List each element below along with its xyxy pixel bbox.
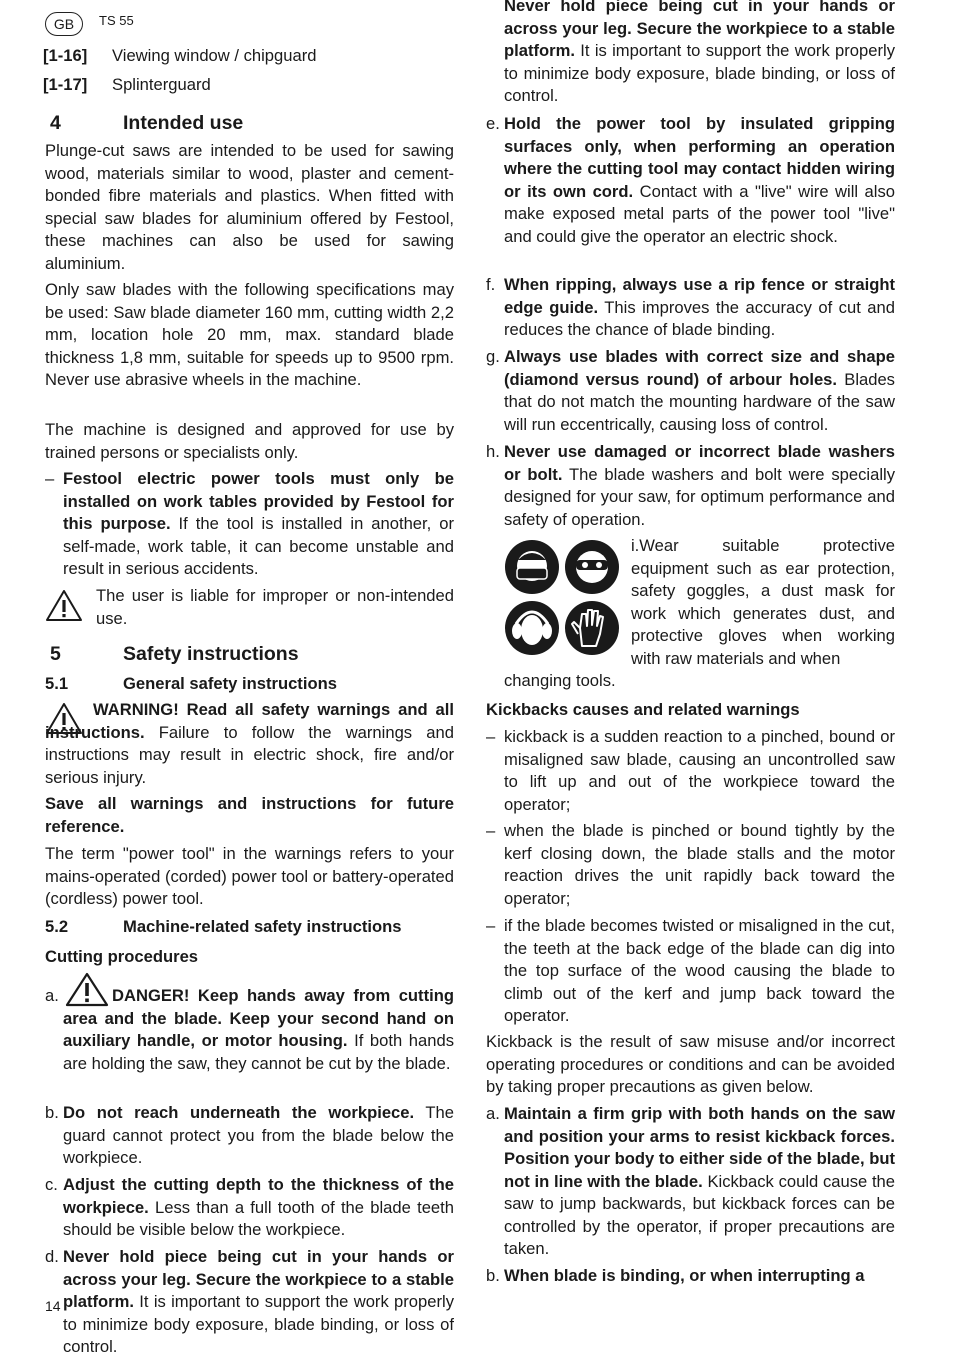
ear-protection-icon bbox=[505, 601, 559, 655]
section-5-2-heading bbox=[45, 916, 401, 939]
save-instructions: Save all warnings and instructions for future reference. bbox=[45, 794, 454, 836]
bullet-dash: – bbox=[486, 821, 496, 840]
section-5-1-heading bbox=[45, 673, 337, 696]
item-text: The blade washers and bolt were specially designed for your saw, for optimum performance and safety of operation. bbox=[504, 464, 895, 529]
kickback-item-a bbox=[486, 1103, 895, 1261]
liability-note: The user is liable for improper or non-intended use. bbox=[96, 586, 454, 628]
part-ref: [1-17] bbox=[43, 75, 88, 94]
item-lead: Never hold piece being cut in your hands or across your leg. Secure the workpiece to a stable platform. bbox=[504, 0, 895, 60]
festool-table-bullet bbox=[45, 468, 454, 581]
item-mark: a. bbox=[45, 986, 59, 1005]
item-lead: Never use damaged or incorrect blade washers or bolt. bbox=[504, 442, 895, 484]
safety-goggles-icon bbox=[565, 540, 619, 594]
section-number: 5 bbox=[50, 643, 61, 665]
section-number: 4 bbox=[50, 112, 61, 134]
item-lead: When blade is binding, or when interrupting a bbox=[504, 1266, 865, 1285]
section-4-heading bbox=[50, 112, 243, 135]
ppe-text-last bbox=[504, 670, 895, 693]
intended-use-paragraph: Plunge-cut saws are intended to be used for sawing wood, materials similar to wood, plaster and cement-bonded fibre materials and plastics. When fitted with special saw blades for aluminium offered by Festool, these machines can also be used for sawing aluminium. bbox=[45, 141, 454, 273]
bullet-dash: – bbox=[486, 916, 496, 935]
section-number: 5.1 bbox=[45, 674, 69, 693]
part-label: Splinterguard bbox=[112, 75, 211, 94]
section-title: General safety instructions bbox=[123, 674, 337, 693]
item-text: This improves the accuracy of cut and reduces the chance of blade binding. bbox=[504, 297, 895, 339]
cut-item-f bbox=[486, 274, 895, 342]
blade-spec-paragraph: Only saw blades with the following specifications may be used: Saw blade diameter 160 mm, cutting width 2,2 mm, location hole 20 mm, max. standard blade thickness 1,8 mm, suitable for speeds up to 9500 rpm. Never use abrasive wheels in the machine. bbox=[45, 280, 454, 389]
warning-lead: WARNING! Read all safety warnings and all instructions. bbox=[45, 700, 454, 742]
page-number: 14 bbox=[45, 1298, 61, 1314]
ppe-icons bbox=[504, 538, 624, 665]
item-lead: Never hold piece being cut in your hands or across your leg. Secure the workpiece to a stable platform. bbox=[63, 1247, 454, 1311]
part-row bbox=[43, 74, 463, 97]
kickback-bullet bbox=[486, 726, 895, 816]
kickback-bullet bbox=[486, 915, 895, 1028]
item-mark: g. bbox=[486, 347, 500, 366]
item-lead: Do not reach underneath the workpiece. bbox=[63, 1103, 415, 1122]
ppe-text-first bbox=[631, 535, 895, 670]
section-title: Machine-related safety instructions bbox=[123, 917, 402, 936]
cut-item-h bbox=[486, 441, 895, 531]
bullet-text: when the blade is pinched or bound tightly by the kerf closing down, the blade stalls and the motor reaction drives the unit rapidly back toward the operator; bbox=[504, 821, 895, 908]
item-lead: When ripping, always use a rip fence or straight edge guide. bbox=[504, 275, 895, 317]
item-text: Blades that do not match the mounting hardware of the saw will run eccentrically, causing loss of control. bbox=[504, 369, 895, 434]
kickback-heading: Kickbacks causes and related warnings bbox=[486, 700, 800, 719]
protective-gloves-icon bbox=[565, 601, 619, 655]
kickback-summary: Kickback is the result of saw misuse and/or incorrect operating procedures or conditions and can be avoided by taking proper precautions as given below. bbox=[486, 1032, 895, 1096]
warning-icon bbox=[45, 589, 83, 630]
item-mark: b. bbox=[486, 1266, 500, 1285]
bullet-dash: – bbox=[45, 469, 55, 488]
item-mark: d. bbox=[45, 1247, 59, 1266]
item-mark: e. bbox=[486, 114, 500, 133]
item-text: Less than a full tooth of the blade teeth should be visible below the workpiece. bbox=[63, 1197, 454, 1239]
ppe-text-tail: changing tools. bbox=[504, 671, 616, 690]
bullet-lead: Festool electric power tools must only be installed on work tables provided by Festool for this purpose. bbox=[63, 469, 454, 533]
cut-item-a bbox=[45, 985, 454, 1075]
item-lead: Maintain a firm grip with both hands on the saw and position your arms to resist kickback forces. Position your body to either side of the blade, but not in line with the blade. bbox=[504, 1104, 895, 1191]
item-text: It is important to support the work properly to minimize body exposure, blade binding, or loss of control. bbox=[63, 1292, 454, 1356]
cut-item-e bbox=[486, 113, 895, 248]
item-lead: Hold the power tool by insulated gripping surfaces only, when performing an operation where the cutting tool may contact hidden wiring or its own cord. bbox=[504, 114, 895, 201]
item-text: If both hands are holding the saw, they cannot be cut by the blade. bbox=[63, 1031, 455, 1073]
item-text: It is important to support the work properly to minimize body exposure, blade binding, or loss of control. bbox=[504, 41, 895, 105]
warning-text: Failure to follow the warnings and instructions may result in electric shock, fire and/or serious injury. bbox=[45, 722, 454, 787]
part-ref: [1-16] bbox=[43, 46, 88, 65]
section-title: Intended use bbox=[123, 112, 244, 134]
item-text: Kickback could cause the saw to jump backwards, but kickback forces can be controlled by the operator, if proper precautions are taken. bbox=[504, 1171, 896, 1258]
cut-item-c bbox=[45, 1174, 454, 1242]
section-number: 5.2 bbox=[45, 917, 69, 936]
item-text: The guard cannot protect you from the blade below the workpiece. bbox=[63, 1103, 455, 1167]
item-text: Contact with a "live" wire will also make exposed metal parts of the power tool "live" and could give the operator an electric shock. bbox=[504, 181, 895, 246]
general-warning-paragraph bbox=[45, 699, 454, 789]
item-mark: f. bbox=[486, 275, 496, 294]
bullet-dash: – bbox=[486, 727, 496, 746]
item-mark: b. bbox=[45, 1103, 59, 1122]
part-row bbox=[43, 45, 463, 68]
section-5-heading bbox=[50, 643, 299, 666]
cut-item-b bbox=[45, 1102, 454, 1170]
language-badge: GB bbox=[45, 12, 83, 36]
trained-persons-paragraph: The machine is designed and approved for use by trained persons or specialists only. bbox=[45, 420, 454, 462]
section-title: Safety instructions bbox=[123, 643, 299, 665]
cut-item-d-continued bbox=[486, 0, 895, 108]
item-mark: a. bbox=[486, 1104, 500, 1123]
item-lead: Adjust the cutting depth to the thickness of the workpiece. bbox=[63, 1175, 454, 1217]
bullet-text: If the tool is installed in another, or self-made, work table, it can become unstable and result in serious accidents. bbox=[63, 514, 454, 578]
bullet-text: kickback is a sudden reaction to a pinched, bound or misaligned saw blade, causing an uncontrolled saw to lift up and out of the workpiece toward the operator; bbox=[504, 727, 895, 814]
dust-mask-icon bbox=[505, 540, 559, 594]
cutting-procedures-heading: Cutting procedures bbox=[45, 947, 199, 966]
ppe-text: i.Wear suitable protective equipment such as ear protection, safety goggles, a dust mask for work which generates dust, and protective gloves when working with raw materials and when bbox=[631, 536, 895, 668]
model-label: TS 55 bbox=[99, 13, 134, 28]
kickback-bullet bbox=[486, 820, 895, 910]
item-mark: h. bbox=[486, 442, 500, 461]
item-lead: DANGER! Keep hands away from cutting area and the blade. Keep your second hand on auxiliary handle, or motor housing. bbox=[63, 986, 454, 1050]
kickback-item-b bbox=[486, 1265, 895, 1288]
cut-item-g bbox=[486, 346, 895, 436]
cut-item-d-text bbox=[504, 0, 895, 108]
item-mark: c. bbox=[45, 1175, 58, 1194]
item-lead: Always use blades with correct size and shape (diamond versus round) of arbour holes. bbox=[504, 347, 895, 389]
part-label: Viewing window / chipguard bbox=[112, 46, 317, 65]
power-tool-term: The term "power tool" in the warnings refers to your mains-operated (corded) power tool or battery-operated (cordless) power tool. bbox=[45, 844, 454, 908]
danger-icon bbox=[65, 972, 109, 1015]
bullet-text: if the blade becomes twisted or misaligned in the cut, the teeth at the back edge of the blade can dig into the top surface of the wood causing the blade to climb out of the kerf and jump back toward the operator. bbox=[504, 916, 895, 1025]
